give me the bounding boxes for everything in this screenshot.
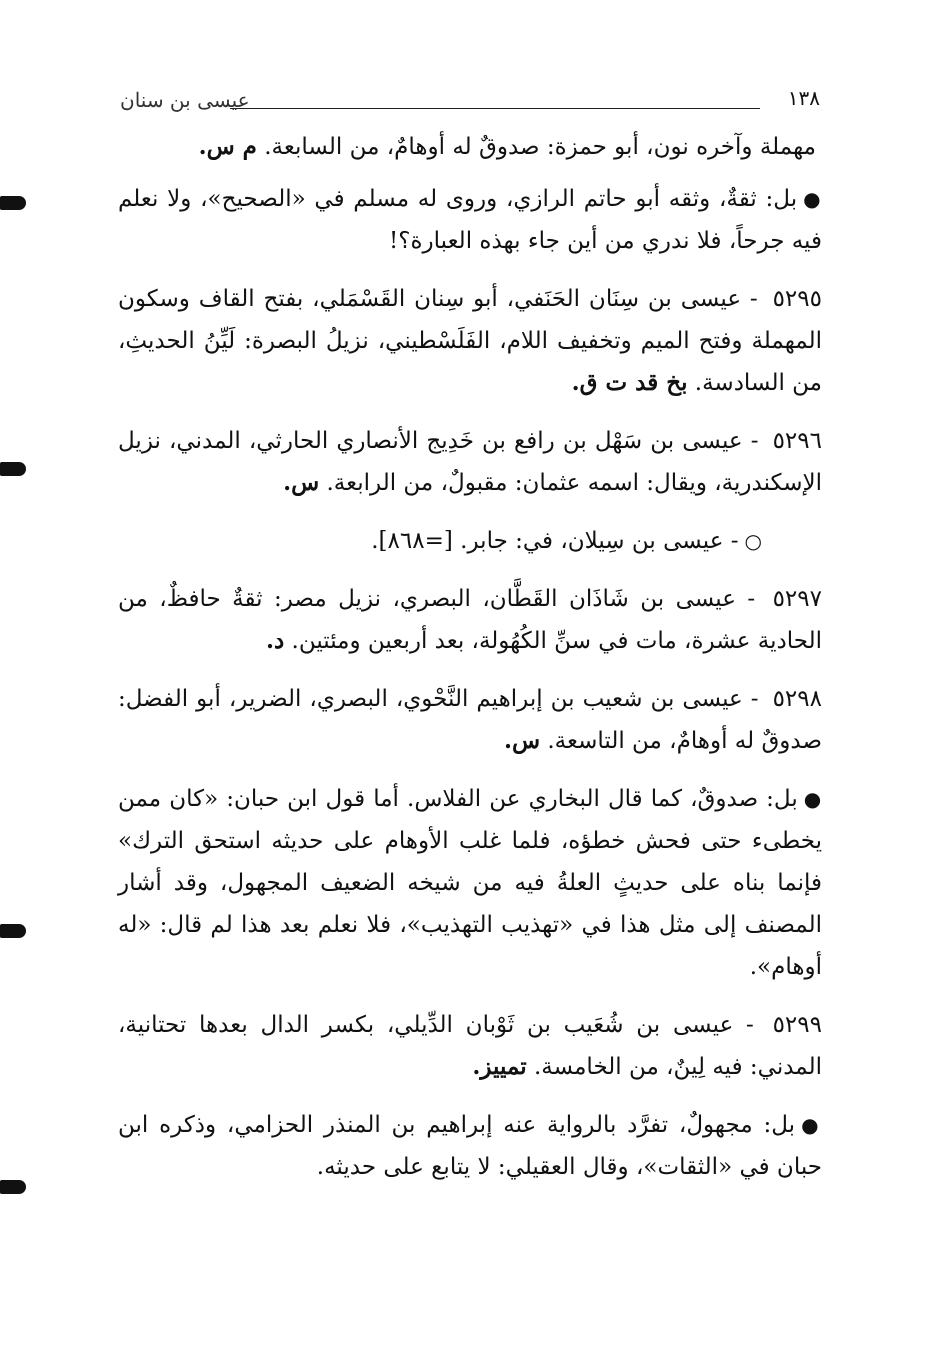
entry-5296: ٥٢٩٦ - عيسى بن سَهْل بن رافع بن خَدِيج الأنصاري الحارثي، المدني، نزيل الإسكندرية، ويقال: اسمه عثمان: مقبولٌ، من الرابعة. س. — [118, 428, 822, 496]
critique-paragraph: ●بل: مجهولٌ، تفرَّد بالرواية عنه إبراهيم بن المنذر الحزامي، وذكره ابن حبان في «الثقات»، وقال العقيلي: لا يتابع على حديثه. — [118, 1112, 822, 1180]
binding-mark — [0, 196, 26, 210]
header-rule — [230, 108, 760, 109]
binding-mark — [0, 462, 26, 476]
entry-continuation: مهملة وآخره نون، أبو حمزة: صدوقٌ له أوهامٌ، من السابعة. م س. — [198, 133, 816, 160]
siglum: س. — [503, 727, 541, 754]
cross-reference: ○- عيسى بن سِيلان، في: جابر. [=٨٦٨]. — [371, 528, 762, 554]
siglum: د. — [265, 627, 285, 654]
circle-icon: ○ — [744, 529, 762, 553]
binding-mark — [0, 924, 26, 938]
bullet-icon: ● — [803, 187, 822, 211]
siglum: س. — [283, 469, 320, 496]
siglum: م س. — [198, 133, 257, 160]
binding-marks — [0, 0, 30, 1358]
running-title: عيسى بن سنان — [120, 88, 250, 112]
critique-paragraph: ●بل: صدوقٌ، كما قال البخاري عن الفلاس. أما قول ابن حبان: «كان ممن يخطىء حتى فحش خطؤه، فلما غلب الأوهام على حديثه استحق الترك» فإنما بناه على حديثٍ العلةُ فيه من شيخه الضعيف المجهول، وقد أشار المصنف إلى مثل هذا في «تهذيب التهذيب»، فلا نعلم بعد هذا لم قال: «له أوهام». — [118, 786, 822, 980]
page-header — [120, 86, 820, 122]
bullet-icon: ● — [803, 787, 822, 811]
entry-5299: ٥٢٩٩ - عيسى بن شُعَيب بن ثَوْبان الدِّيلي، بكسر الدال بعدها تحتانية، المدني: فيه لِينٌ، من الخامسة. تمييز. — [118, 1012, 822, 1080]
entry-5298: ٥٢٩٨ - عيسى بن شعيب بن إبراهيم النَّحْوي، البصري، الضرير، أبو الفضل: صدوقٌ له أوهامٌ، من التاسعة. س. — [118, 686, 822, 754]
page-number: ١٣٨ — [787, 86, 820, 110]
page-body — [118, 126, 822, 1204]
critique-paragraph: ●بل: ثقةٌ، وثقه أبو حاتم الرازي، وروى له مسلم في «الصحيح»، ولا نعلم فيه جرحاً، فلا ندري من أين جاء بهذه العبارة؟! — [118, 186, 822, 254]
entry-5297: ٥٢٩٧ - عيسى بن شَاذَان القَطَّان، البصري، نزيل مصر: ثقةٌ حافظٌ، من الحادية عشرة، مات في سنِّ الكُهُولة، بعد أربعين ومئتين. د. — [118, 586, 822, 654]
bullet-icon: ● — [801, 1113, 822, 1137]
binding-mark — [0, 1180, 26, 1194]
siglum: بخ قد ت ق. — [571, 369, 688, 396]
entry-5295: ٥٢٩٥ - عيسى بن سِنَان الحَنَفي، أبو سِنان القَسْمَلي، بفتح القاف وسكون المهملة وفتح الميم وتخفيف اللام، الفَلَسْطيني، نزيلُ البصرة: لَيِّنُ الحديثِ، من السادسة. بخ قد ت ق. — [118, 286, 822, 396]
siglum: تمييز. — [472, 1053, 527, 1080]
